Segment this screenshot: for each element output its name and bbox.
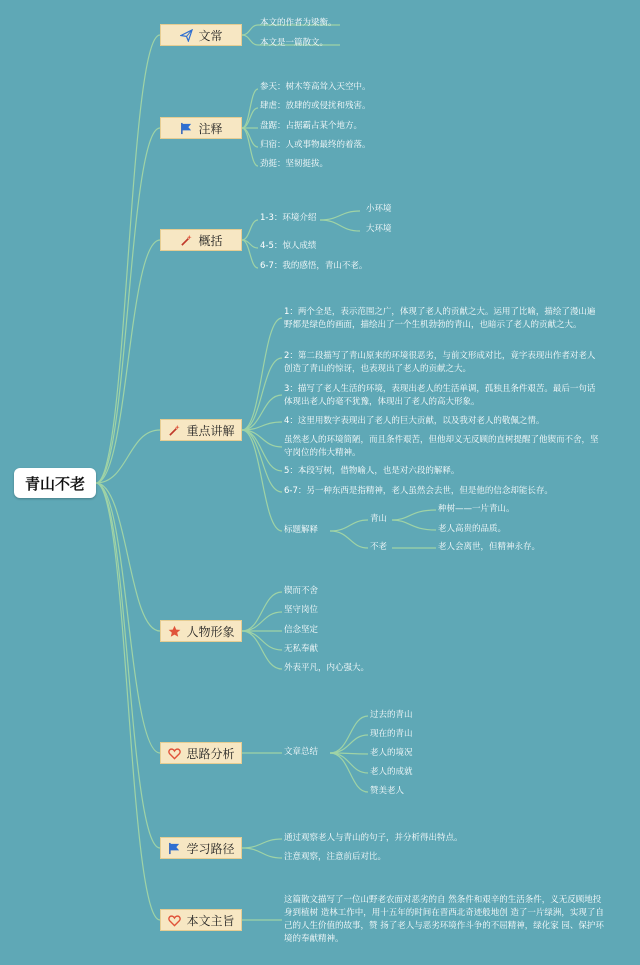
renwu-item[interactable]: 坚守岗位 bbox=[284, 605, 319, 615]
renwu-item[interactable]: 无私奉献 bbox=[284, 644, 319, 654]
topic-label: 重点讲解 bbox=[186, 423, 235, 438]
topic-xuexi[interactable] bbox=[160, 837, 242, 859]
topic-silu[interactable] bbox=[160, 742, 242, 764]
zhongdian-item[interactable]: 3：描写了老人生活的环境，表现出老人的生活单调，孤独且条件艰苦。最后一句话体现出老人的毫不犹豫，体现出了老人的高大形象。 bbox=[284, 384, 596, 407]
topic-gaikuo[interactable] bbox=[160, 229, 242, 251]
topic-label: 概括 bbox=[198, 233, 223, 248]
silu-item[interactable]: 赞美老人 bbox=[370, 786, 405, 796]
zhushi-item[interactable]: 肆虐：放肆的或侵扰和残害。 bbox=[260, 101, 371, 111]
silu-item[interactable]: 过去的青山 bbox=[370, 710, 413, 720]
heart-icon bbox=[167, 746, 181, 760]
zhongdian-item[interactable]: 虽然老人的环境简陋，而且条件艰苦，但他却义无反顾的直树提醒了他锲而不舍，坚守岗位的伟大精神。 bbox=[284, 435, 599, 458]
qingshan-label[interactable]: 青山 bbox=[370, 514, 388, 524]
topic-label: 学习路径 bbox=[186, 841, 235, 856]
gaikuo-subitem[interactable]: 小环境 bbox=[366, 204, 392, 214]
topic-zhuzhi[interactable] bbox=[160, 909, 242, 931]
magic-wand-icon bbox=[179, 233, 193, 247]
renwu-item[interactable]: 锲而不舍 bbox=[284, 586, 319, 596]
wenchang-item[interactable]: 本文是一篇散文。 bbox=[260, 38, 329, 48]
bulao-item[interactable]: 老人会离世，但精神永存。 bbox=[438, 542, 541, 552]
magic-wand-icon bbox=[167, 423, 181, 437]
flag-icon bbox=[167, 841, 181, 855]
heart-icon bbox=[167, 913, 181, 927]
zhushi-item[interactable]: 盘踞：占据霸占某个地方。 bbox=[260, 121, 363, 131]
zhongdian-item[interactable]: 6-7：另一种东西是指精神，老人虽然会去世，但是他的信念却能长存。 bbox=[284, 486, 553, 496]
zhongdian-item[interactable]: 1：两个全是，表示范围之广，体现了老人的贡献之大。运用了比喻，描绘了漫山遍野都是绿色的画面，描绘出了一个生机勃勃的青山，也暗示了老人的贡献之大。 bbox=[284, 307, 596, 330]
topic-label: 人物形象 bbox=[186, 624, 235, 639]
root-node[interactable]: 青山不老 bbox=[14, 468, 96, 498]
topic-label: 思路分析 bbox=[186, 746, 235, 761]
zhongdian-item[interactable]: 4：这里用数字表现出了老人的巨大贡献，以及我对老人的敬佩之情。 bbox=[284, 416, 545, 426]
topic-label: 注释 bbox=[198, 121, 223, 136]
gaikuo-item[interactable]: 6-7：我的感悟，青山不老。 bbox=[260, 261, 368, 271]
silu-item[interactable]: 老人的成就 bbox=[370, 767, 413, 777]
bulao-label[interactable]: 不老 bbox=[370, 542, 388, 552]
topic-wenchang[interactable] bbox=[160, 24, 242, 46]
topic-label: 文常 bbox=[198, 28, 223, 43]
topic-renwu[interactable] bbox=[160, 620, 242, 642]
zhuzhi-text[interactable]: 这篇散文描写了一位山野老农面对恶劣的自 然条件和艰辛的生活条件，义无反顾地投身到植树 造林工作中，用十五年的时间在晋西北奇迹般地创 造了一片绿洲，实现了自己的人生价值的故事，赞 扬了老人与恶劣环境作斗争的不屈精神，绿化家 园、保护环境的奉献精神。 bbox=[284, 895, 604, 944]
topic-zhushi[interactable] bbox=[160, 117, 242, 139]
gaikuo-subitem[interactable]: 大环境 bbox=[366, 224, 392, 234]
zhushi-item[interactable]: 归宿：人或事物最终的着落。 bbox=[260, 140, 371, 150]
title-explain-label[interactable]: 标题解释 bbox=[284, 525, 319, 535]
renwu-item[interactable]: 信念坚定 bbox=[284, 625, 319, 635]
wenchang-item[interactable]: 本文的作者为梁衡。 bbox=[260, 18, 337, 28]
qingshan-item[interactable]: 种树——一片青山。 bbox=[438, 504, 515, 514]
gaikuo-item[interactable]: 4-5：惊人成绩 bbox=[260, 241, 317, 251]
paper-plane-icon bbox=[179, 28, 193, 42]
xuexi-item[interactable]: 注意观察，注意前后对比。 bbox=[284, 852, 387, 862]
flag-icon bbox=[179, 121, 193, 135]
gaikuo-item[interactable]: 1-3：环境介绍 bbox=[260, 213, 317, 223]
zhongdian-item[interactable]: 2：第二段描写了青山原来的环境很恶劣，与前文形成对比，竟字表现出作者对老人创造了青山的惊讶，也表现出了老人的贡献之大。 bbox=[284, 351, 596, 374]
star-icon bbox=[167, 624, 181, 638]
topic-label: 本文主旨 bbox=[186, 913, 235, 928]
xuexi-item[interactable]: 通过观察老人与青山的句子，并分析得出特点。 bbox=[284, 833, 463, 843]
silu-label[interactable]: 文章总结 bbox=[284, 747, 319, 757]
silu-item[interactable]: 老人的境况 bbox=[370, 748, 413, 758]
renwu-item[interactable]: 外表平凡，内心强大。 bbox=[284, 663, 370, 673]
zhushi-item[interactable]: 劲挺：坚韧挺拔。 bbox=[260, 159, 329, 169]
zhongdian-item[interactable]: 5：本段写树，借物喻人，也是对六段的解释。 bbox=[284, 466, 460, 476]
silu-item[interactable]: 现在的青山 bbox=[370, 729, 413, 739]
topic-zhongdian[interactable] bbox=[160, 419, 242, 441]
zhushi-item[interactable]: 参天：树木等高耸入天空中。 bbox=[260, 82, 371, 92]
qingshan-item[interactable]: 老人高贵的品质。 bbox=[438, 524, 507, 534]
